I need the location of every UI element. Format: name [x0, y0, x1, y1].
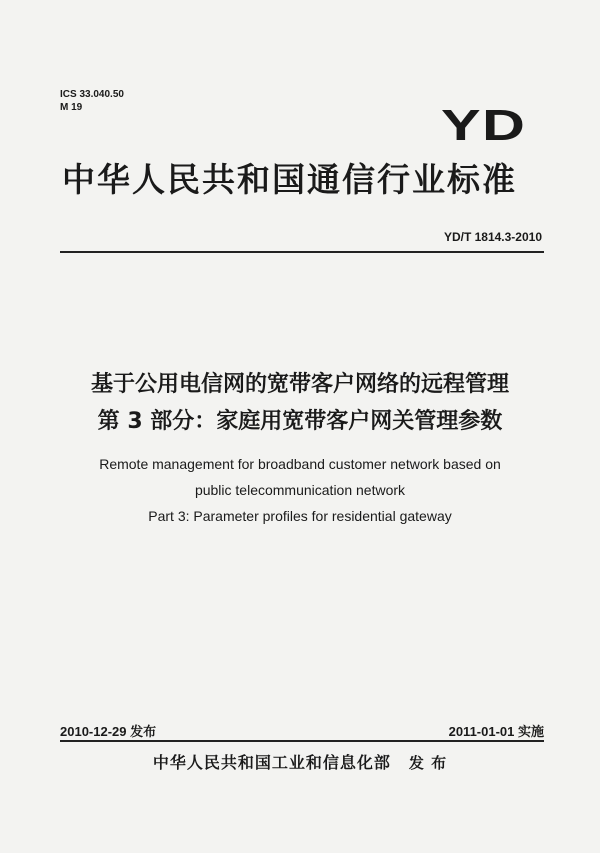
document-title-en-line1: Remote management for broadband customer network based on [99, 456, 501, 472]
publish-date: 2010-12-29 发布 [60, 724, 157, 739]
classification-codes [60, 88, 124, 114]
standard-number: YD/T 1814.3-2010 [443, 230, 542, 244]
issue-label: 发 布 [408, 754, 448, 772]
document-title-zh-line2: 第 3 部分：家庭用宽带客户网关管理参数 [97, 409, 503, 434]
implement-date: 2011-01-01 实施 [448, 724, 544, 739]
ics-code: ICS 33.040.50 [60, 89, 124, 100]
issuer-name: 中华人民共和国工业和信息化部 [152, 753, 391, 772]
category-code: M 19 [60, 102, 83, 113]
document-title-zh-line1: 基于公用电信网的宽带客户网络的远程管理 [90, 372, 509, 397]
document-title-en-line2: public telecommunication network [194, 482, 406, 498]
standard-title: 中华人民共和国通信行业标准 [62, 160, 517, 199]
document-title-en-line3: Part 3: Parameter profiles for residential gateway [148, 508, 452, 524]
yd-logo: YD [441, 101, 527, 150]
bottom-divider [60, 740, 544, 742]
top-divider [60, 251, 544, 253]
issuer-line [0, 750, 600, 773]
